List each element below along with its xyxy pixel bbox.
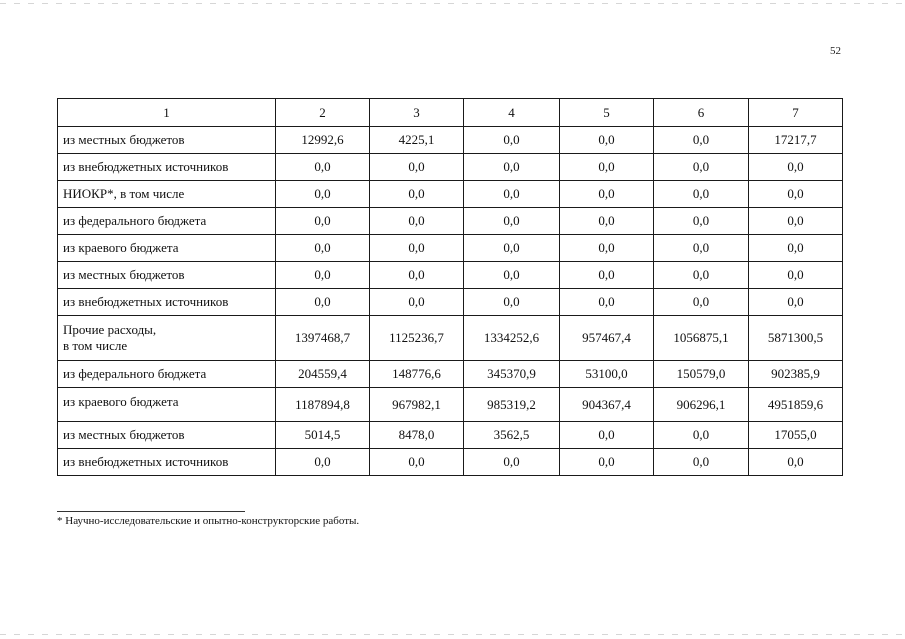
table-cell: 0,0	[560, 208, 654, 235]
table-cell: 150579,0	[654, 361, 749, 388]
table-cell: 0,0	[560, 422, 654, 449]
header-cell: 1	[58, 99, 276, 127]
budget-table	[57, 98, 843, 476]
table-row	[58, 449, 843, 476]
row-label-line: Прочие расходы,	[63, 322, 157, 337]
table-cell: 1056875,1	[654, 316, 749, 361]
table-cell: 0,0	[370, 181, 464, 208]
table-cell: 1125236,7	[370, 316, 464, 361]
table-cell: 0,0	[276, 235, 370, 262]
table-cell: 0,0	[276, 181, 370, 208]
row-label-line: в том числе	[63, 338, 128, 353]
header-cell: 3	[370, 99, 464, 127]
table-cell: 0,0	[654, 127, 749, 154]
table-cell: 53100,0	[560, 361, 654, 388]
table-cell: 0,0	[654, 422, 749, 449]
table-row	[58, 208, 843, 235]
table-cell: 0,0	[749, 289, 843, 316]
table-cell: 0,0	[560, 127, 654, 154]
table-cell: 985319,2	[464, 388, 560, 422]
table-cell: 0,0	[560, 289, 654, 316]
table-row	[58, 154, 843, 181]
table-cell: 0,0	[654, 208, 749, 235]
row-label: из местных бюджетов	[58, 422, 276, 449]
table-cell: 0,0	[749, 449, 843, 476]
table-cell: 0,0	[749, 181, 843, 208]
table-cell: 12992,6	[276, 127, 370, 154]
table-cell: 906296,1	[654, 388, 749, 422]
table-row	[58, 235, 843, 262]
row-label: из внебюджетных источников	[58, 154, 276, 181]
table-cell: 0,0	[560, 262, 654, 289]
table-cell: 0,0	[464, 289, 560, 316]
scan-edge-bottom	[0, 634, 905, 635]
row-label	[58, 316, 276, 361]
table-cell: 0,0	[654, 289, 749, 316]
table-row	[58, 316, 843, 361]
table-cell: 0,0	[464, 127, 560, 154]
table-cell: 0,0	[749, 154, 843, 181]
scan-edge-top	[0, 3, 905, 4]
table-cell: 0,0	[276, 262, 370, 289]
table-cell: 0,0	[464, 208, 560, 235]
table-cell: 148776,6	[370, 361, 464, 388]
table-cell: 0,0	[370, 449, 464, 476]
table-cell: 0,0	[370, 235, 464, 262]
table-cell: 0,0	[749, 208, 843, 235]
table-cell: 0,0	[654, 235, 749, 262]
table-cell: 0,0	[560, 181, 654, 208]
table-cell: 1187894,8	[276, 388, 370, 422]
table-cell: 957467,4	[560, 316, 654, 361]
table-cell: 0,0	[276, 154, 370, 181]
table-cell: 967982,1	[370, 388, 464, 422]
table-cell: 5014,5	[276, 422, 370, 449]
table-cell: 0,0	[464, 449, 560, 476]
table-cell: 204559,4	[276, 361, 370, 388]
row-label: из внебюджетных источников	[58, 449, 276, 476]
row-label: из местных бюджетов	[58, 262, 276, 289]
row-label: из краевого бюджета	[58, 235, 276, 262]
table-cell: 0,0	[370, 289, 464, 316]
header-cell: 2	[276, 99, 370, 127]
footnote-divider	[57, 511, 245, 512]
table-cell: 0,0	[654, 154, 749, 181]
table-cell: 0,0	[370, 154, 464, 181]
table-cell: 0,0	[370, 208, 464, 235]
table-cell: 17055,0	[749, 422, 843, 449]
table-cell: 1397468,7	[276, 316, 370, 361]
row-label: из федерального бюджета	[58, 361, 276, 388]
header-cell: 4	[464, 99, 560, 127]
page-number: 52	[830, 45, 841, 57]
table-cell: 0,0	[464, 262, 560, 289]
table-cell: 0,0	[560, 235, 654, 262]
table-row	[58, 422, 843, 449]
table-cell: 904367,4	[560, 388, 654, 422]
table-cell: 1334252,6	[464, 316, 560, 361]
table-row	[58, 289, 843, 316]
table-cell: 345370,9	[464, 361, 560, 388]
table-cell: 0,0	[464, 235, 560, 262]
header-cell: 7	[749, 99, 843, 127]
table-cell: 0,0	[370, 262, 464, 289]
table-cell: 0,0	[276, 289, 370, 316]
table-cell: 902385,9	[749, 361, 843, 388]
table-cell: 0,0	[654, 449, 749, 476]
table-cell: 17217,7	[749, 127, 843, 154]
header-cell: 5	[560, 99, 654, 127]
row-label: из внебюджетных источников	[58, 289, 276, 316]
table-cell: 0,0	[276, 449, 370, 476]
row-label: из федерального бюджета	[58, 208, 276, 235]
table-cell: 0,0	[654, 181, 749, 208]
table-cell: 0,0	[560, 154, 654, 181]
table-cell: 0,0	[464, 181, 560, 208]
table-cell: 4951859,6	[749, 388, 843, 422]
footnote: * Научно-исследовательские и опытно-конструкторские работы.	[57, 515, 360, 527]
table-cell: 0,0	[654, 262, 749, 289]
table-cell: 3562,5	[464, 422, 560, 449]
table-row	[58, 361, 843, 388]
table-cell: 0,0	[749, 235, 843, 262]
row-label: НИОКР*, в том числе	[58, 181, 276, 208]
table-row	[58, 181, 843, 208]
table-row	[58, 262, 843, 289]
row-label: из местных бюджетов	[58, 127, 276, 154]
header-cell: 6	[654, 99, 749, 127]
table-cell: 5871300,5	[749, 316, 843, 361]
table-cell: 8478,0	[370, 422, 464, 449]
table-cell: 0,0	[276, 208, 370, 235]
table-row	[58, 127, 843, 154]
table-cell: 0,0	[560, 449, 654, 476]
table-cell: 4225,1	[370, 127, 464, 154]
table-header-row	[58, 99, 843, 127]
table-row	[58, 388, 843, 422]
row-label: из краевого бюджета	[58, 388, 276, 422]
table-cell: 0,0	[464, 154, 560, 181]
table-cell: 0,0	[749, 262, 843, 289]
